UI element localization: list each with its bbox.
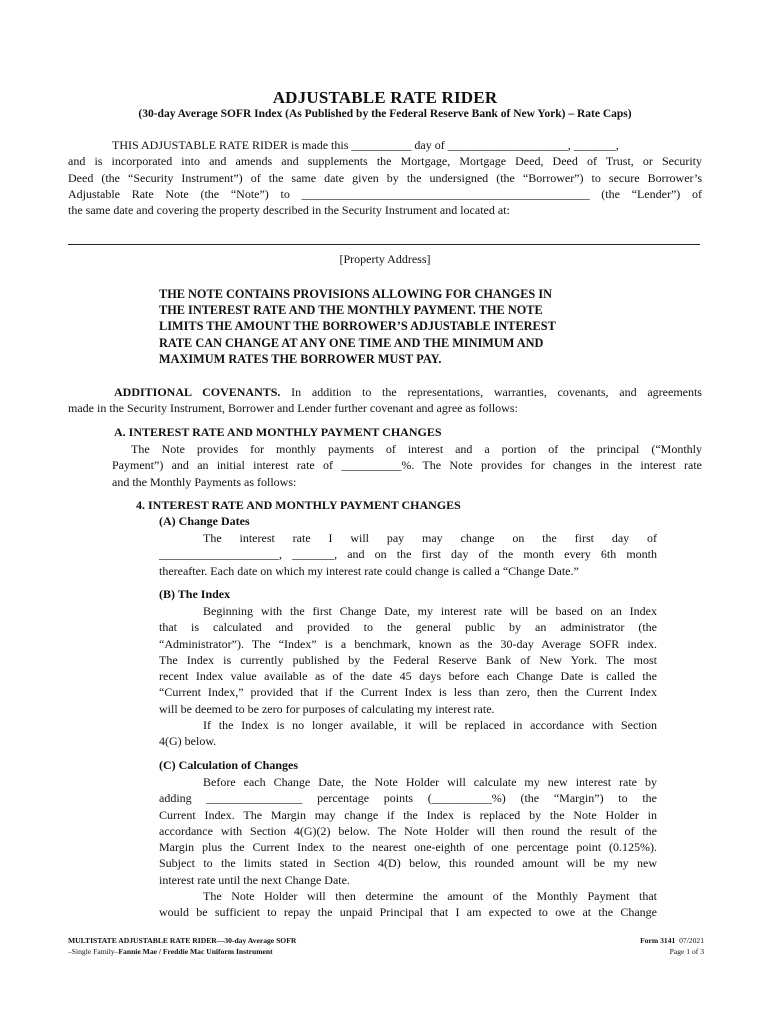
footer-left — [68, 935, 296, 957]
subsection-c-line: accordance with Section 4(G)(2) below. The Note Holder will then round the result of the — [159, 823, 657, 838]
subsection-c-line: Subject to the limits stated in Section 4(D) below, this rounded amount will be my new — [159, 856, 657, 871]
subsection-c-heading: (C) Calculation of Changes — [159, 758, 299, 772]
section-4-heading: 4. INTEREST RATE AND MONTHLY PAYMENT CHANGES — [136, 498, 461, 512]
section-a-paragraph — [114, 441, 702, 457]
section-a-line: and the Monthly Payments as follows: — [112, 474, 297, 489]
notice-line: LIMITS THE AMOUNT THE BORROWER’S ADJUSTABLE INTEREST — [159, 319, 556, 334]
intro-line: THIS ADJUSTABLE RATE RIDER is made this __________ day of ____________________, _______, — [112, 138, 619, 152]
subsection-b-line: that is calculated and provided to the general public by an administrator (the — [159, 620, 657, 635]
document-subtitle: (30-day Average SOFR Index (As Published by the Federal Reserve Bank of New York) – Rate Caps) — [138, 108, 632, 120]
document-title: ADJUSTABLE RATE RIDER — [272, 88, 498, 107]
subsection-c-line: Current Index. The Margin may change if the Index is replaced by the Note Holder in — [159, 807, 657, 822]
section-a-paragraph — [68, 457, 702, 490]
subsection-b-line: “Current Index,” provided that if the Current Index is less than zero, then the Current Index — [159, 685, 657, 700]
footer-form-date: 07/2021 — [679, 936, 704, 945]
covenants-text: made in the Security Instrument, Borrower and Lender further covenant and agree as follows: — [68, 401, 518, 416]
subsection-b-line: If the Index is no longer available, it will be replaced in accordance with Section — [203, 718, 657, 733]
intro-line: the same date and covering the property described in the Security Instrument and located at: — [68, 203, 510, 218]
notice-line: MAXIMUM RATES THE BORROWER MUST PAY. — [159, 351, 442, 366]
subsection-c-line: The Note Holder will then determine the amount of the Monthly Payment that — [203, 889, 657, 904]
subsection-a-line: thereafter. Each date on which my interest rate could change is called a “Change Date.” — [159, 563, 579, 578]
subsection-b-heading: (B) The Index — [159, 587, 231, 601]
subsection-b-line: Beginning with the first Change Date, my interest rate will be based on an Index — [203, 604, 657, 618]
intro-line: Adjustable Rate Note (the “Note”) to ________________________________________________ (the “Lender”) of — [68, 186, 702, 201]
footer-page-number: Page 1 of 3 — [669, 947, 704, 956]
covenants-text: In addition to the representations, warranties, covenants, and agreements — [280, 385, 702, 399]
footer-form-number: Form 3141 — [640, 936, 676, 945]
subsection-c-line: adding ________________ percentage points (__________%) (the “Margin”) to the — [159, 791, 657, 806]
notice-box — [159, 286, 611, 367]
footer-instrument: –Single Family–Fannie Mae / Freddie Mac Uniform Instrument — [68, 947, 273, 956]
subsection-c-line: Before each Change Date, the Note Holder will calculate my new interest rate by — [203, 775, 657, 789]
subsection-b-line: will be deemed to be zero for purposes of calculating my interest rate. — [159, 701, 495, 716]
subsection-b-line: recent Index value available as of the date 45 days before each Change Date is called the — [159, 669, 657, 684]
subsection-b-line: The Index is currently published by the Federal Reserve Bank of New York. The most — [159, 652, 657, 667]
subsection-c-line: would be sufficient to repay the unpaid Principal that I am expected to owe at the Change — [159, 905, 657, 920]
notice-line: THE INTEREST RATE AND THE MONTHLY PAYMENT. THE NOTE — [159, 303, 543, 318]
intro-line: and is incorporated into and amends and supplements the Mortgage, Mortgage Deed, Deed of Trust, or Security — [68, 154, 702, 169]
footer-form-name: MULTISTATE ADJUSTABLE RATE RIDER—30-day Average SOFR — [68, 936, 297, 945]
section-a-heading: A. INTEREST RATE AND MONTHLY PAYMENT CHANGES — [114, 425, 442, 439]
property-address-label: [Property Address] — [339, 252, 431, 266]
covenants-paragraph — [68, 384, 702, 417]
subsection-b-line: “Administrator”). The “Index” is a benchmark, known as the 30-day Average SOFR index. — [159, 636, 657, 651]
subsection-b-paragraph — [159, 603, 657, 750]
section-a-line: Payment”) and an initial interest rate of __________%. The Note provides for changes in the interest rate — [112, 458, 702, 473]
subsection-c-line: Margin plus the Current Index to the nearest one-eighth of one percentage point (0.125%). — [159, 840, 657, 855]
subsection-b-line: 4(G) below. — [159, 734, 217, 749]
subsection-a-line: The interest rate I will pay may change on the first day of — [203, 531, 657, 545]
subsection-c-line: interest rate until the next Change Date. — [159, 872, 350, 887]
intro-paragraph — [68, 137, 702, 218]
subsection-c-paragraph — [159, 774, 657, 921]
subsection-a-paragraph — [159, 530, 657, 579]
covenants-heading: ADDITIONAL COVENANTS. — [114, 385, 281, 399]
footer-right — [640, 935, 704, 957]
intro-line: Deed (the “Security Instrument”) of the same date given by the undersigned (the “Borrower”) to secure Borrower’s — [68, 170, 702, 185]
notice-line: THE NOTE CONTAINS PROVISIONS ALLOWING FOR CHANGES IN — [159, 287, 553, 301]
section-a-line: The Note provides for monthly payments of interest and a portion of the principal (“Monthly — [131, 442, 702, 456]
subsection-a-line: ____________________, _______, and on the first day of the month every 6th month — [159, 547, 657, 562]
property-address-line — [68, 244, 700, 245]
subsection-a-heading: (A) Change Dates — [159, 514, 250, 528]
notice-line: RATE CAN CHANGE AT ANY ONE TIME AND THE MINIMUM AND — [159, 335, 544, 350]
